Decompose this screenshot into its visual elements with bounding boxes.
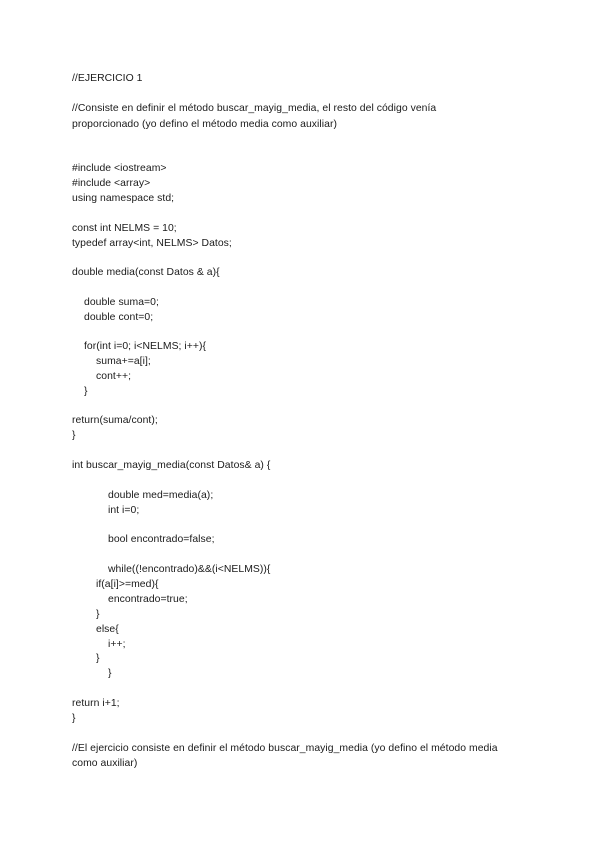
code-line: double media(const Datos & a){ <box>72 267 220 278</box>
code-line: } <box>72 430 76 441</box>
code-line: int buscar_mayig_media(const Datos& a) { <box>72 460 271 471</box>
code-line: i++; <box>108 639 126 650</box>
code-line: #include <array> <box>72 178 151 189</box>
comment-line: como auxiliar) <box>72 758 138 769</box>
code-line: for(int i=0; i<NELMS; i++){ <box>84 341 207 352</box>
code-line: } <box>96 653 100 664</box>
code-line: double cont=0; <box>84 312 154 323</box>
comment-line: //El ejercicio consiste en definir el método buscar_mayig_media (yo defino el método media <box>72 743 498 754</box>
code-line: typedef array<int, NELMS> Datos; <box>72 238 232 249</box>
code-line: return i+1; <box>72 698 120 709</box>
code-line: return(suma/cont); <box>72 415 158 426</box>
code-line: encontrado=true; <box>108 594 188 605</box>
code-line: while((!encontrado)&&(i<NELMS)){ <box>108 564 271 575</box>
code-line: int i=0; <box>108 505 140 516</box>
code-line: cont++; <box>96 371 132 382</box>
code-line: suma+=a[i]; <box>96 356 151 367</box>
code-line: #include <iostream> <box>72 163 167 174</box>
code-line: } <box>108 668 112 679</box>
code-line: const int NELMS = 10; <box>72 223 177 234</box>
comment-line: //Consiste en definir el método buscar_mayig_media, el resto del código venía <box>72 103 437 114</box>
code-line: else{ <box>96 624 119 635</box>
code-line: } <box>72 713 76 724</box>
code-line: double med=media(a); <box>108 490 214 501</box>
comment-line: proporcionado (yo defino el método media como auxiliar) <box>72 119 337 130</box>
code-line: } <box>96 609 100 620</box>
code-line: double suma=0; <box>84 297 159 308</box>
code-line: using namespace std; <box>72 193 175 204</box>
heading-comment: //EJERCICIO 1 <box>72 73 143 84</box>
code-line: if(a[i]>=med){ <box>96 579 159 590</box>
code-line: } <box>84 386 88 397</box>
code-line: bool encontrado=false; <box>108 534 215 545</box>
